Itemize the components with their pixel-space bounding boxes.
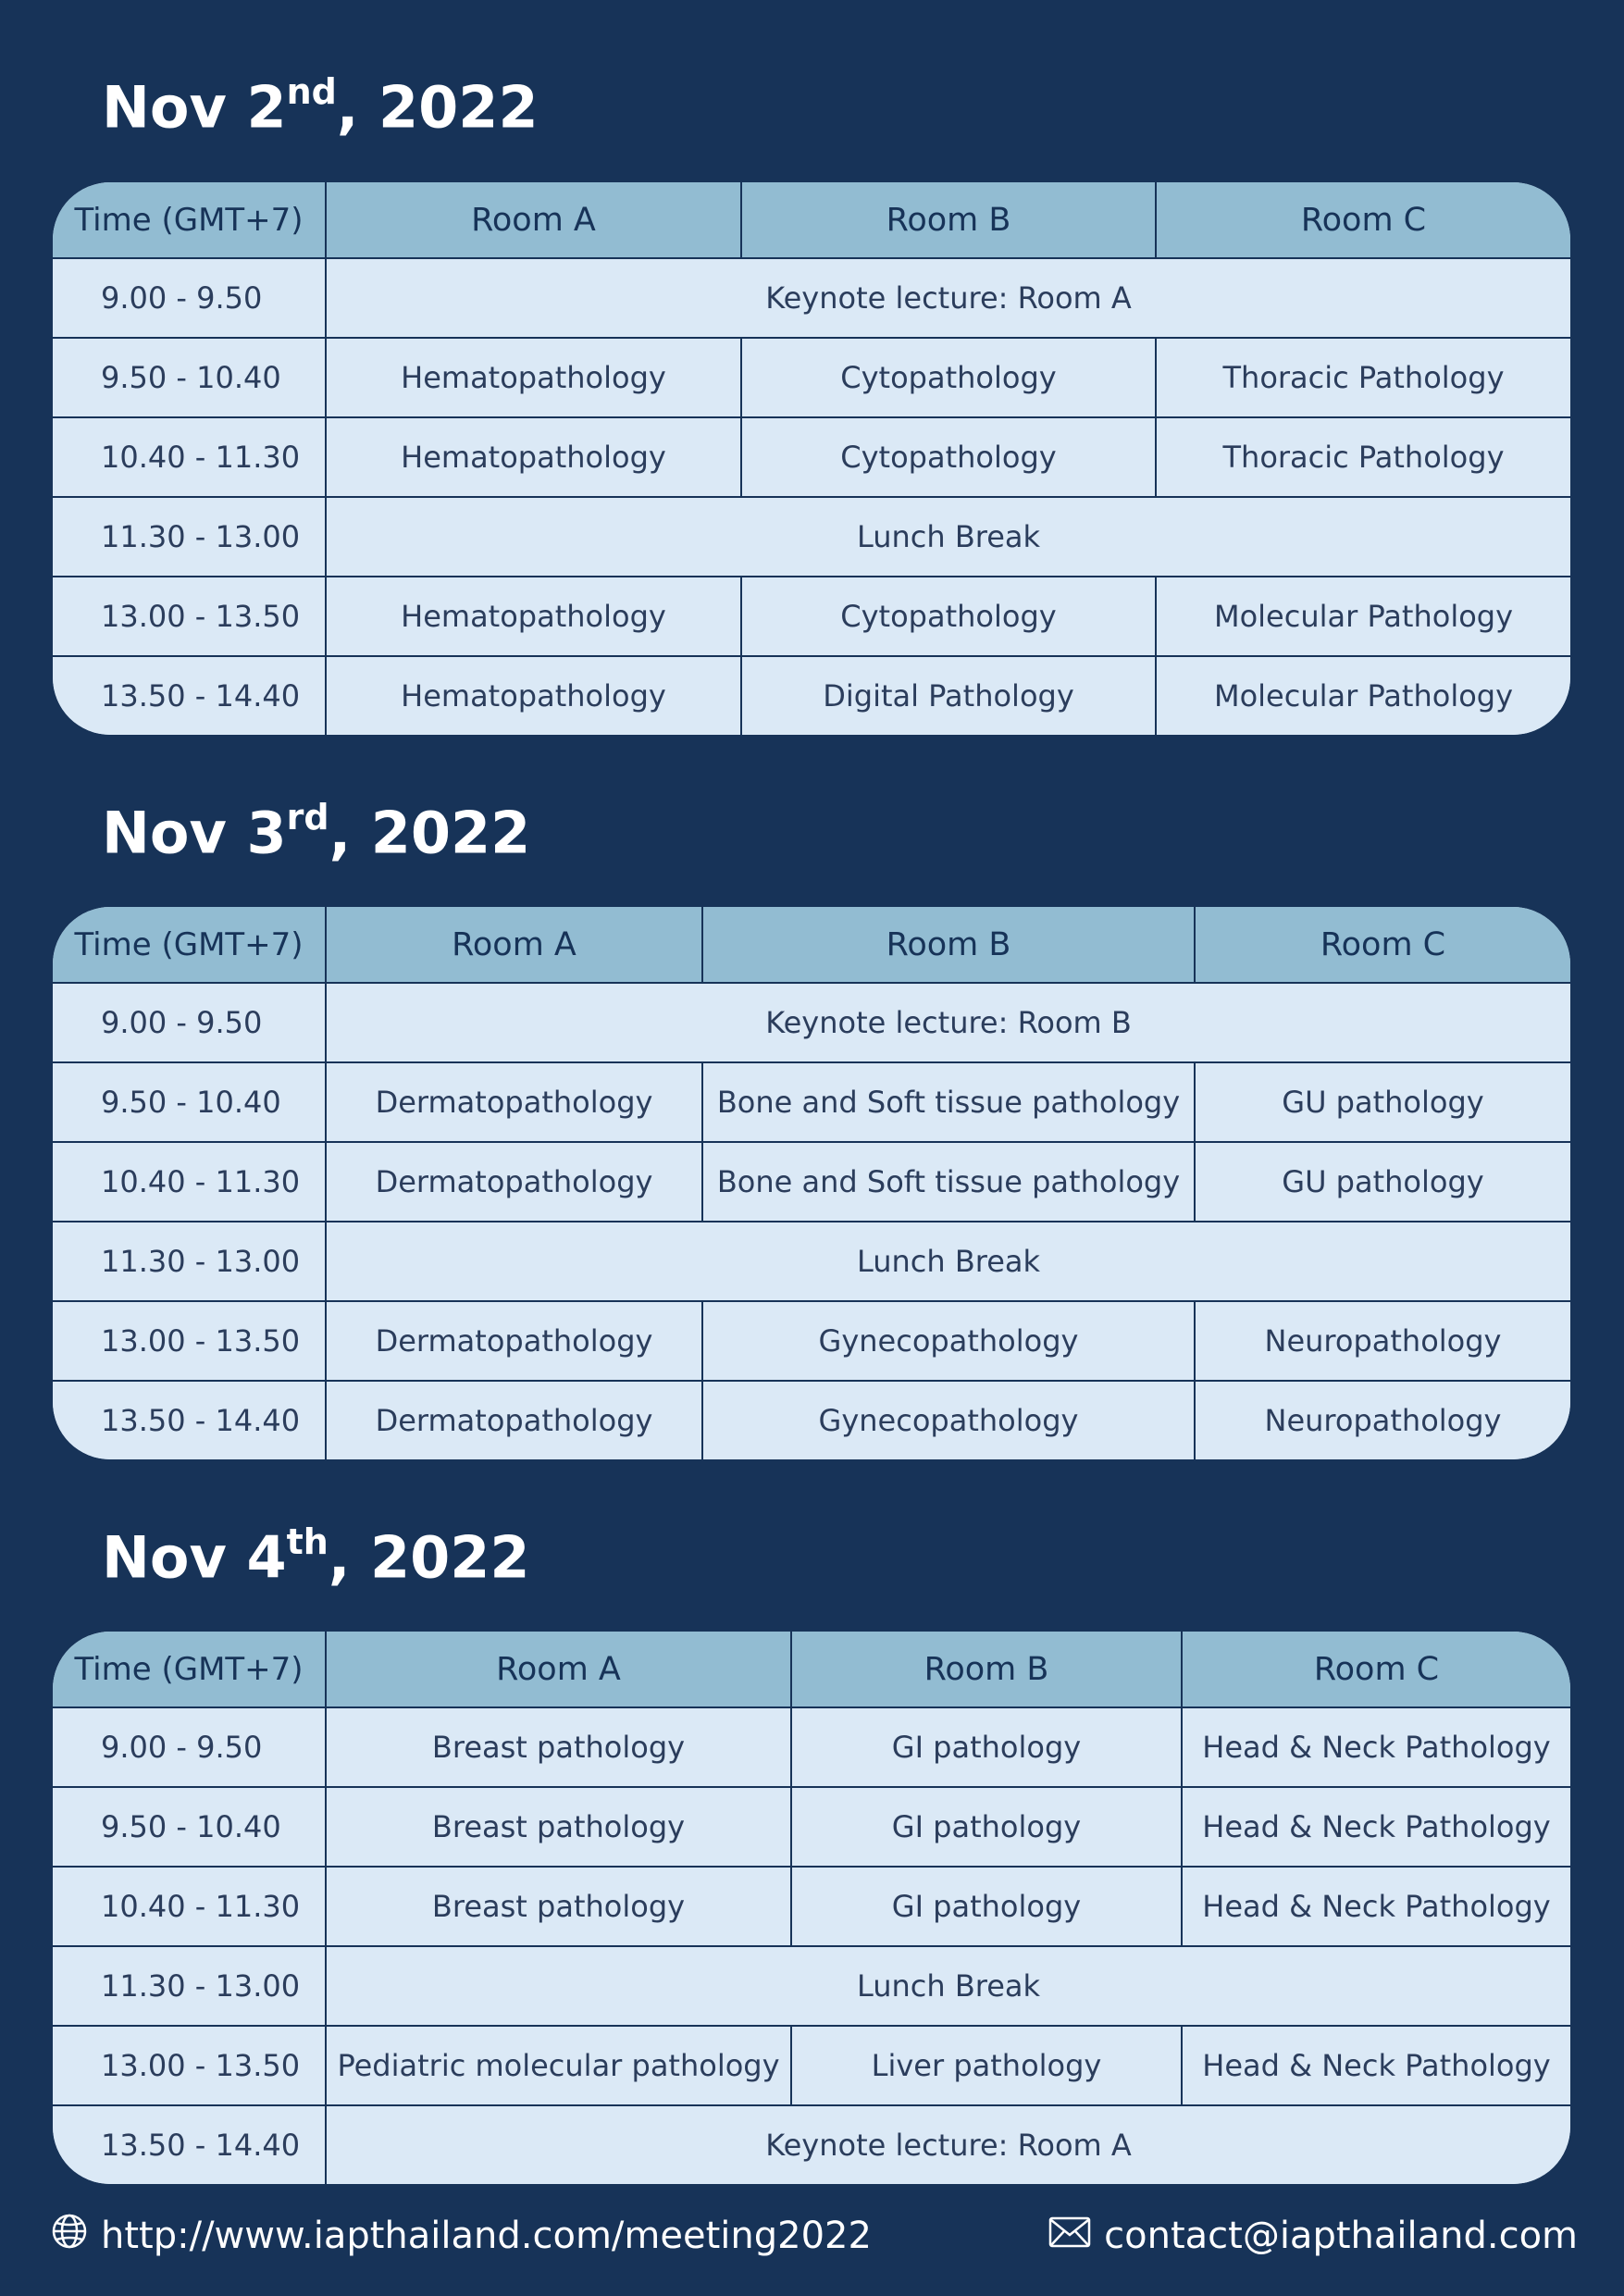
session-cell-room-c: Head & Neck Pathology <box>1182 1787 1570 1867</box>
time-cell: 13.50 - 14.40 <box>53 1381 326 1459</box>
day-title-ordinal: nd <box>286 71 337 112</box>
day-title-ordinal: th <box>286 1521 329 1562</box>
table-row <box>53 1222 1570 1301</box>
table-row <box>53 1867 1570 1946</box>
table-row <box>53 1381 1570 1459</box>
table-header-row <box>53 907 1570 983</box>
time-cell: 11.30 - 13.00 <box>53 1946 326 2026</box>
session-cell-room-b: Bone and Soft tissue pathology <box>702 1142 1195 1222</box>
schedule-table-nov-3 <box>53 907 1570 1459</box>
session-cell-room-c: GU pathology <box>1195 1142 1570 1222</box>
session-cell-room-c: Head & Neck Pathology <box>1182 2026 1570 2105</box>
table-row <box>53 1142 1570 1222</box>
day-title-year: , 2022 <box>336 73 539 142</box>
session-cell-room-c: Molecular Pathology <box>1156 656 1570 735</box>
time-cell: 9.00 - 9.50 <box>53 983 326 1062</box>
session-cell-room-a: Breast pathology <box>326 1867 791 1946</box>
table-row <box>53 2026 1570 2105</box>
time-cell: 9.50 - 10.40 <box>53 1062 326 1142</box>
session-cell-room-c: Neuropathology <box>1195 1301 1570 1381</box>
time-cell: 13.00 - 13.50 <box>53 1301 326 1381</box>
column-header-room-a: Room A <box>326 907 702 983</box>
website-link[interactable] <box>51 2210 872 2262</box>
day-title-nov-2 <box>102 71 539 142</box>
email-address[interactable]: contact@iapthailand.com <box>1104 2215 1578 2257</box>
envelope-icon <box>1048 2215 1091 2257</box>
time-cell: 10.40 - 11.30 <box>53 417 326 497</box>
column-header-time: Time (GMT+7) <box>53 182 326 258</box>
session-cell-room-b: Cytopathology <box>741 338 1156 417</box>
session-cell-room-a: Hematopathology <box>326 577 741 656</box>
day-title-nov-3 <box>102 797 531 867</box>
day-title-nov-4 <box>102 1521 530 1592</box>
table-row <box>53 983 1570 1062</box>
session-cell-all-rooms: Keynote lecture: Room A <box>326 2105 1570 2184</box>
schedule-table-nov-2 <box>53 182 1570 735</box>
column-header-room-c: Room C <box>1156 182 1570 258</box>
table-header-row <box>53 182 1570 258</box>
session-cell-room-a: Hematopathology <box>326 417 741 497</box>
day-title-ordinal: rd <box>286 797 329 838</box>
session-cell-room-b: GI pathology <box>791 1787 1182 1867</box>
day-title-year: , 2022 <box>329 799 531 867</box>
column-header-time: Time (GMT+7) <box>53 907 326 983</box>
table-row <box>53 1301 1570 1381</box>
email-link[interactable] <box>1048 2210 1578 2262</box>
website-url[interactable]: http://www.iapthailand.com/meeting2022 <box>101 2215 872 2257</box>
session-cell-room-c: Thoracic Pathology <box>1156 338 1570 417</box>
time-cell: 9.50 - 10.40 <box>53 1787 326 1867</box>
table-row <box>53 577 1570 656</box>
table-row <box>53 497 1570 577</box>
session-cell-room-b: Cytopathology <box>741 577 1156 656</box>
time-cell: 11.30 - 13.00 <box>53 1222 326 1301</box>
session-cell-room-a: Dermatopathology <box>326 1301 702 1381</box>
table-row <box>53 1062 1570 1142</box>
column-header-room-b: Room B <box>741 182 1156 258</box>
session-cell-room-b: GI pathology <box>791 1707 1182 1787</box>
column-header-room-c: Room C <box>1182 1632 1570 1707</box>
day-title-main: Nov 3 <box>102 799 287 867</box>
session-cell-room-a: Breast pathology <box>326 1707 791 1787</box>
time-cell: 10.40 - 11.30 <box>53 1142 326 1222</box>
table-row <box>53 656 1570 735</box>
session-cell-room-b: Digital Pathology <box>741 656 1156 735</box>
column-header-room-a: Room A <box>326 1632 791 1707</box>
session-cell-room-a: Dermatopathology <box>326 1062 702 1142</box>
session-cell-room-a: Pediatric molecular pathology <box>326 2026 791 2105</box>
table-row <box>53 258 1570 338</box>
table-row <box>53 1946 1570 2026</box>
session-cell-room-c: Head & Neck Pathology <box>1182 1867 1570 1946</box>
session-cell-room-c: Neuropathology <box>1195 1381 1570 1459</box>
table-header-row <box>53 1632 1570 1707</box>
session-cell-all-rooms: Lunch Break <box>326 1946 1570 2026</box>
time-cell: 13.00 - 13.50 <box>53 2026 326 2105</box>
day-title-main: Nov 2 <box>102 73 287 142</box>
session-cell-all-rooms: Keynote lecture: Room A <box>326 258 1570 338</box>
session-cell-room-b: Gynecopathology <box>702 1301 1195 1381</box>
globe-icon <box>51 2213 88 2259</box>
schedule-table-nov-4 <box>53 1632 1570 2184</box>
table-row <box>53 1707 1570 1787</box>
table-row <box>53 2105 1570 2184</box>
session-cell-room-c: Thoracic Pathology <box>1156 417 1570 497</box>
time-cell: 13.00 - 13.50 <box>53 577 326 656</box>
session-cell-room-c: Molecular Pathology <box>1156 577 1570 656</box>
session-cell-room-a: Dermatopathology <box>326 1381 702 1459</box>
day-title-main: Nov 4 <box>102 1523 287 1592</box>
column-header-room-c: Room C <box>1195 907 1570 983</box>
time-cell: 9.00 - 9.50 <box>53 258 326 338</box>
time-cell: 9.50 - 10.40 <box>53 338 326 417</box>
session-cell-room-b: Liver pathology <box>791 2026 1182 2105</box>
session-cell-all-rooms: Lunch Break <box>326 497 1570 577</box>
session-cell-room-a: Breast pathology <box>326 1787 791 1867</box>
day-title-year: , 2022 <box>328 1523 530 1592</box>
column-header-room-b: Room B <box>791 1632 1182 1707</box>
time-cell: 9.00 - 9.50 <box>53 1707 326 1787</box>
session-cell-room-b: Cytopathology <box>741 417 1156 497</box>
session-cell-all-rooms: Keynote lecture: Room B <box>326 983 1570 1062</box>
session-cell-room-a: Dermatopathology <box>326 1142 702 1222</box>
session-cell-room-b: Gynecopathology <box>702 1381 1195 1459</box>
session-cell-room-b: GI pathology <box>791 1867 1182 1946</box>
session-cell-room-b: Bone and Soft tissue pathology <box>702 1062 1195 1142</box>
session-cell-room-a: Hematopathology <box>326 656 741 735</box>
time-cell: 13.50 - 14.40 <box>53 656 326 735</box>
table-row <box>53 338 1570 417</box>
time-cell: 11.30 - 13.00 <box>53 497 326 577</box>
session-cell-room-c: GU pathology <box>1195 1062 1570 1142</box>
column-header-room-a: Room A <box>326 182 741 258</box>
session-cell-room-c: Head & Neck Pathology <box>1182 1707 1570 1787</box>
session-cell-room-a: Hematopathology <box>326 338 741 417</box>
column-header-room-b: Room B <box>702 907 1195 983</box>
table-row <box>53 1787 1570 1867</box>
column-header-time: Time (GMT+7) <box>53 1632 326 1707</box>
time-cell: 13.50 - 14.40 <box>53 2105 326 2184</box>
time-cell: 10.40 - 11.30 <box>53 1867 326 1946</box>
session-cell-all-rooms: Lunch Break <box>326 1222 1570 1301</box>
table-row <box>53 417 1570 497</box>
